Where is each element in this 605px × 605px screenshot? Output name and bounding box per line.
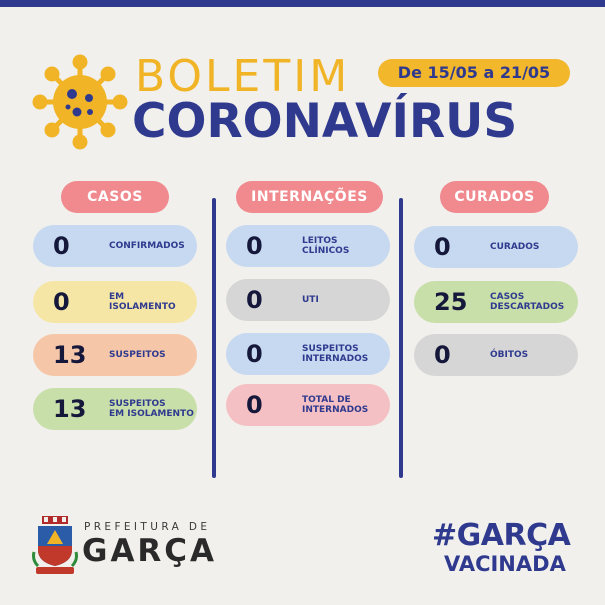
column-divider-right	[399, 198, 403, 478]
stat-label: LEITOS CLÍNICOS	[302, 236, 350, 256]
stat-value: 25	[434, 288, 468, 316]
stat-casos-descartados	[414, 281, 578, 323]
stat-label: SUSPEITOS INTERNADOS	[302, 344, 369, 364]
stat-label: TOTAL DE INTERNADOS	[302, 395, 369, 415]
stat-value: 0	[434, 233, 451, 261]
stat-suspeitos-isolamento	[33, 388, 197, 430]
stat-label: CURADOS	[490, 242, 540, 252]
stat-curados	[414, 226, 578, 268]
stat-label: CASOS DESCARTADOS	[490, 292, 565, 312]
stat-label: EM ISOLAMENTO	[109, 292, 176, 312]
hashtag-garca: #GARÇA	[432, 518, 571, 553]
title-coronavirus: CORONAVÍRUS	[132, 94, 518, 149]
city-crest-icon	[32, 516, 78, 576]
stat-value: 0	[246, 391, 263, 419]
hashtag-vacinada: VACINADA	[444, 552, 566, 576]
stat-value: 13	[53, 341, 87, 369]
stat-value: 0	[434, 341, 451, 369]
stat-label: UTI	[302, 295, 319, 305]
stat-value: 0	[246, 232, 263, 260]
stat-value: 13	[53, 395, 87, 423]
top-accent-bar	[0, 0, 605, 7]
casos-header: CASOS	[61, 181, 169, 213]
title-boletim: BOLETIM	[135, 51, 351, 102]
stat-suspeitos-internados	[226, 333, 390, 375]
stat-confirmados	[33, 225, 197, 267]
stat-value: 0	[246, 340, 263, 368]
stat-value: 0	[53, 288, 70, 316]
stat-leitos-clinicos	[226, 225, 390, 267]
stat-label: SUSPEITOS	[109, 350, 166, 360]
column-divider-left	[212, 198, 216, 478]
stat-value: 0	[53, 232, 70, 260]
prefeitura-city-name: GARÇA	[82, 533, 218, 569]
stat-label: CONFIRMADOS	[109, 241, 185, 251]
stat-uti	[226, 279, 390, 321]
stat-value: 0	[246, 286, 263, 314]
stat-em-isolamento	[33, 281, 197, 323]
internacoes-header: INTERNAÇÕES	[236, 181, 383, 213]
curados-header: CURADOS	[440, 181, 549, 213]
stat-total-internados	[226, 384, 390, 426]
virus-icon	[32, 54, 128, 150]
stat-suspeitos	[33, 334, 197, 376]
stat-label: ÓBITOS	[490, 350, 529, 360]
date-range-badge: De 15/05 a 21/05	[378, 59, 570, 87]
stat-obitos	[414, 334, 578, 376]
stat-label: SUSPEITOS EM ISOLAMENTO	[109, 399, 194, 419]
prefeitura-label: PREFEITURA DE	[84, 521, 211, 533]
